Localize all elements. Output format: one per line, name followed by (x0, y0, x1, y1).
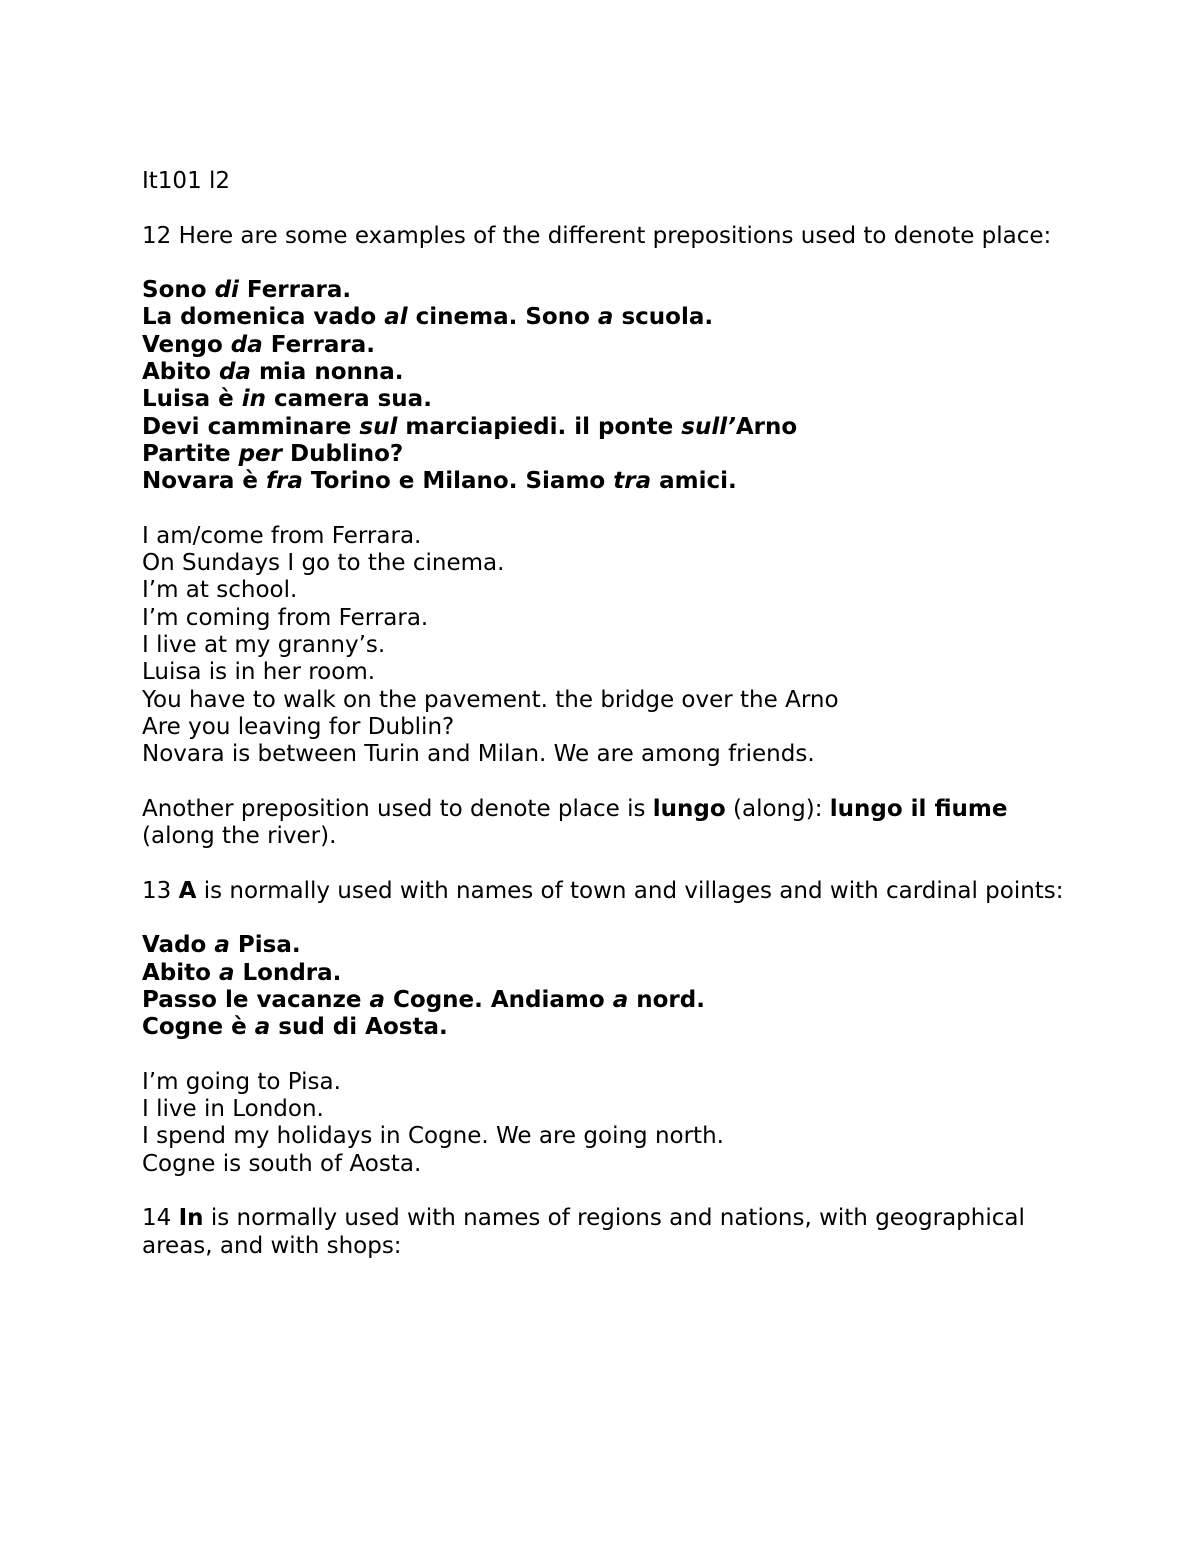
translation-line: I’m going to Pisa. (142, 1068, 341, 1095)
preposition: in (241, 386, 267, 413)
preposition: per (238, 440, 282, 467)
example-line: Devi camminare sul marciapiedi. il ponte sull’Arno (142, 413, 798, 440)
preposition-term: A (178, 877, 197, 904)
spacer (142, 1042, 1072, 1069)
example-line: La domenica vado al cinema. Sono a scuola. (142, 304, 714, 331)
example-line: Novara è fra Torino e Milano. Siamo tra amici. (142, 468, 737, 495)
section-14-intro: 14 In is normally used with names of regions and nations, with geographical areas, and with shops: (142, 1205, 1025, 1259)
preposition-term: In (178, 1205, 204, 1232)
example-line: Cogne è a sud di Aosta. (142, 1014, 448, 1041)
example-line: Vengo da Ferrara. (142, 331, 375, 358)
preposition: a (218, 959, 235, 986)
example-line: Vado a Pisa. (142, 932, 301, 959)
translation-line: Are you leaving for Dublin? (142, 713, 455, 740)
preposition: a (369, 986, 386, 1013)
section-13-examples (142, 932, 1072, 1041)
translation-line: I live in London. (142, 1096, 324, 1123)
spacer (142, 1178, 1072, 1205)
preposition: da (218, 359, 251, 386)
preposition: al (384, 304, 408, 331)
translation-line: I’m coming from Ferrara. (142, 604, 429, 631)
spacer (142, 905, 1072, 932)
lungo-paragraph: Another preposition used to denote place is lungo (along): lungo il fiume (along the river). (142, 795, 1008, 850)
section-12-intro: 12 Here are some examples of the different prepositions used to denote place: (142, 222, 1052, 249)
example-line: Abito a Londra. (142, 959, 342, 986)
document-header: It101 l2 (142, 168, 231, 194)
translation-line: On Sundays I go to the cinema. (142, 550, 505, 577)
translation-line: I’m at school. (142, 577, 298, 604)
translation-line: Novara is between Turin and Milan. We are among friends. (142, 741, 815, 768)
example-line: Sono di Ferrara. (142, 277, 352, 304)
section-13-translations (142, 1069, 1072, 1178)
translation-line: Luisa is in her room. (142, 659, 376, 686)
lungo-phrase: lungo il fiume (829, 795, 1008, 822)
preposition: di (214, 277, 239, 304)
translation-line: Cogne is south of Aosta. (142, 1150, 422, 1177)
preposition: a (254, 1014, 271, 1041)
section-13-intro: 13 A is normally used with names of town and villages and with cardinal points: (142, 877, 1064, 904)
preposition: a (597, 304, 614, 331)
translation-line: You have to walk on the pavement. the bridge over the Arno (142, 686, 839, 713)
preposition: sul (359, 413, 398, 440)
translation-line: I spend my holidays in Cogne. We are going north. (142, 1123, 724, 1150)
lungo-term: lungo (652, 795, 726, 822)
example-line: Luisa è in camera sua. (142, 386, 432, 413)
translation-line: I live at my granny’s. (142, 632, 386, 659)
example-line: Abito da mia nonna. (142, 359, 404, 386)
translation-line: I am/come from Ferrara. (142, 522, 422, 549)
spacer (142, 496, 1072, 523)
preposition: da (230, 331, 263, 358)
document-content (142, 168, 1072, 1260)
preposition: a (214, 932, 230, 959)
section-12-examples (142, 277, 1072, 495)
section-12-translations (142, 523, 1072, 769)
spacer (142, 850, 1072, 877)
preposition: a (612, 986, 629, 1013)
preposition: fra (266, 468, 303, 495)
spacer (142, 250, 1072, 277)
preposition: tra (613, 468, 652, 495)
spacer (142, 195, 1072, 222)
spacer (142, 769, 1072, 796)
preposition: sull’ (681, 413, 736, 440)
example-line: Partite per Dublino? (142, 440, 404, 467)
example-line: Passo le vacanze a Cogne. Andiamo a nord. (142, 986, 705, 1013)
